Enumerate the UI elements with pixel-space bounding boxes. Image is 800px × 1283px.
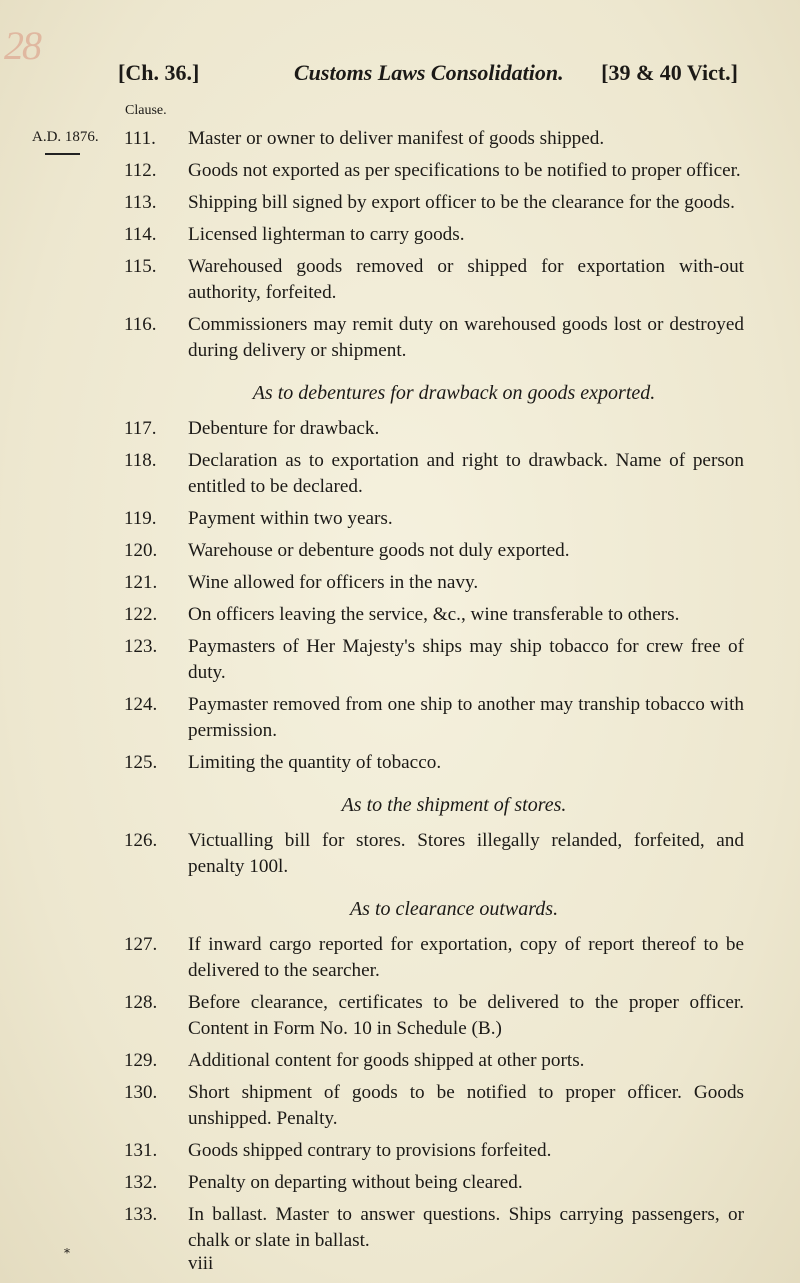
clause-entry <box>124 416 744 442</box>
side-date-rule <box>45 153 80 155</box>
clause-text: Wine allowed for officers in the navy. <box>188 572 479 593</box>
clause-number: 118. <box>124 450 157 471</box>
clause-number: 116. <box>124 314 157 335</box>
clause-number: 113. <box>124 192 157 213</box>
clause-entry <box>124 254 744 306</box>
header-chapter: [Ch. 36.] <box>118 60 200 85</box>
clause-entry <box>124 570 744 596</box>
section-heading: As to debentures for drawback on goods exported. <box>252 382 656 404</box>
clause-number: 111. <box>124 128 156 149</box>
clause-text: Shipping bill signed by export officer to be the clearance for the goods. <box>188 192 735 213</box>
clause-text: Before clearance, certificates to be delivered to the proper officer. Content in Form No. 10 in Schedule (B.) <box>188 992 744 1039</box>
clause-text: Declaration as to exportation and right to drawback. Name of person entitled to be declared. <box>188 450 744 497</box>
clause-entry <box>124 1170 744 1196</box>
header-title: Customs Laws Consolidation. <box>294 60 564 85</box>
clause-text: Licensed lighterman to carry goods. <box>188 224 465 245</box>
clause-number: 112. <box>124 160 157 181</box>
clause-number: 122. <box>124 604 158 625</box>
clause-text: Paymasters of Her Majesty's ships may ship tobacco for crew free of duty. <box>188 636 744 683</box>
clause-entry <box>124 1202 744 1254</box>
clause-number: 121. <box>124 572 158 593</box>
clause-entry <box>124 990 744 1042</box>
clause-text: Master or owner to deliver manifest of goods shipped. <box>188 128 605 149</box>
page-footer-number: viii <box>188 1253 214 1274</box>
clause-entry <box>124 750 744 776</box>
clause-text: Limiting the quantity of tobacco. <box>188 752 442 773</box>
clause-entry <box>124 692 744 744</box>
section-heading: As to the shipment of stores. <box>341 794 567 816</box>
clause-entry <box>124 828 744 880</box>
clause-number: 131. <box>124 1140 158 1161</box>
clause-entry <box>124 506 744 532</box>
clause-text: If inward cargo reported for exportation, copy of report thereof to be delivered to the searcher. <box>188 934 744 981</box>
clause-number: 126. <box>124 830 158 851</box>
header-regnal-year: [39 & 40 Vict.] <box>601 60 738 85</box>
running-header <box>118 60 738 94</box>
clause-entry <box>124 932 744 984</box>
clause-number: 119. <box>124 508 157 529</box>
clause-text: Commissioners may remit duty on warehoused goods lost or destroyed during delivery or shipment. <box>188 314 744 361</box>
clause-text: Paymaster removed from one ship to another may tranship tobacco with permission. <box>188 694 744 741</box>
clause-list <box>124 126 744 1260</box>
clause-entry <box>124 222 744 248</box>
page-corner-mark: 28 <box>4 23 40 68</box>
clause-entry <box>124 1138 744 1164</box>
clause-entry <box>124 448 744 500</box>
clause-text: On officers leaving the service, &c., wine transferable to others. <box>188 604 680 625</box>
clause-number: 130. <box>124 1082 158 1103</box>
clause-number: 124. <box>124 694 158 715</box>
clause-number: 123. <box>124 636 158 657</box>
clause-entry <box>124 126 744 152</box>
clause-entry <box>124 312 744 364</box>
clause-number: 132. <box>124 1172 158 1193</box>
clause-number: 128. <box>124 992 158 1013</box>
clause-text: Debenture for drawback. <box>188 418 380 439</box>
section-heading: As to clearance outwards. <box>349 898 559 920</box>
clause-text: Warehouse or debenture goods not duly exported. <box>188 540 570 561</box>
clause-entry <box>124 634 744 686</box>
clause-number: 133. <box>124 1204 158 1225</box>
clause-entry <box>124 1048 744 1074</box>
clause-number: 125. <box>124 752 158 773</box>
clause-text: Goods not exported as per specifications to be notified to proper officer. <box>188 160 741 181</box>
margin-star: * <box>64 1246 70 1260</box>
clause-entry <box>124 602 744 628</box>
clause-number: 117. <box>124 418 157 439</box>
clause-text: Victualling bill for stores. Stores illegally relanded, forfeited, and penalty 100l. <box>188 830 744 877</box>
clause-entry <box>124 538 744 564</box>
clause-number: 114. <box>124 224 157 245</box>
clause-text: Goods shipped contrary to provisions forfeited. <box>188 1140 552 1161</box>
clause-text: Additional content for goods shipped at other ports. <box>188 1050 585 1071</box>
side-date: A.D. 1876. <box>32 129 99 145</box>
clause-entry <box>124 1080 744 1132</box>
clause-text: Payment within two years. <box>188 508 393 529</box>
clause-number: 115. <box>124 256 157 277</box>
clause-text: Warehoused goods removed or shipped for exportation with-out authority, forfeited. <box>188 256 744 303</box>
clause-entry <box>124 158 744 184</box>
clause-text: Penalty on departing without being cleared. <box>188 1172 523 1193</box>
clause-entry <box>124 190 744 216</box>
clause-number: 127. <box>124 934 158 955</box>
clause-text: In ballast. Master to answer questions. Ships carrying passengers, or chalk or slate in ballast. <box>188 1204 744 1251</box>
clause-column-label: Clause. <box>125 103 167 118</box>
clause-number: 120. <box>124 540 158 561</box>
clause-number: 129. <box>124 1050 158 1071</box>
clause-text: Short shipment of goods to be notified to proper officer. Goods unshipped. Penalty. <box>188 1082 744 1129</box>
